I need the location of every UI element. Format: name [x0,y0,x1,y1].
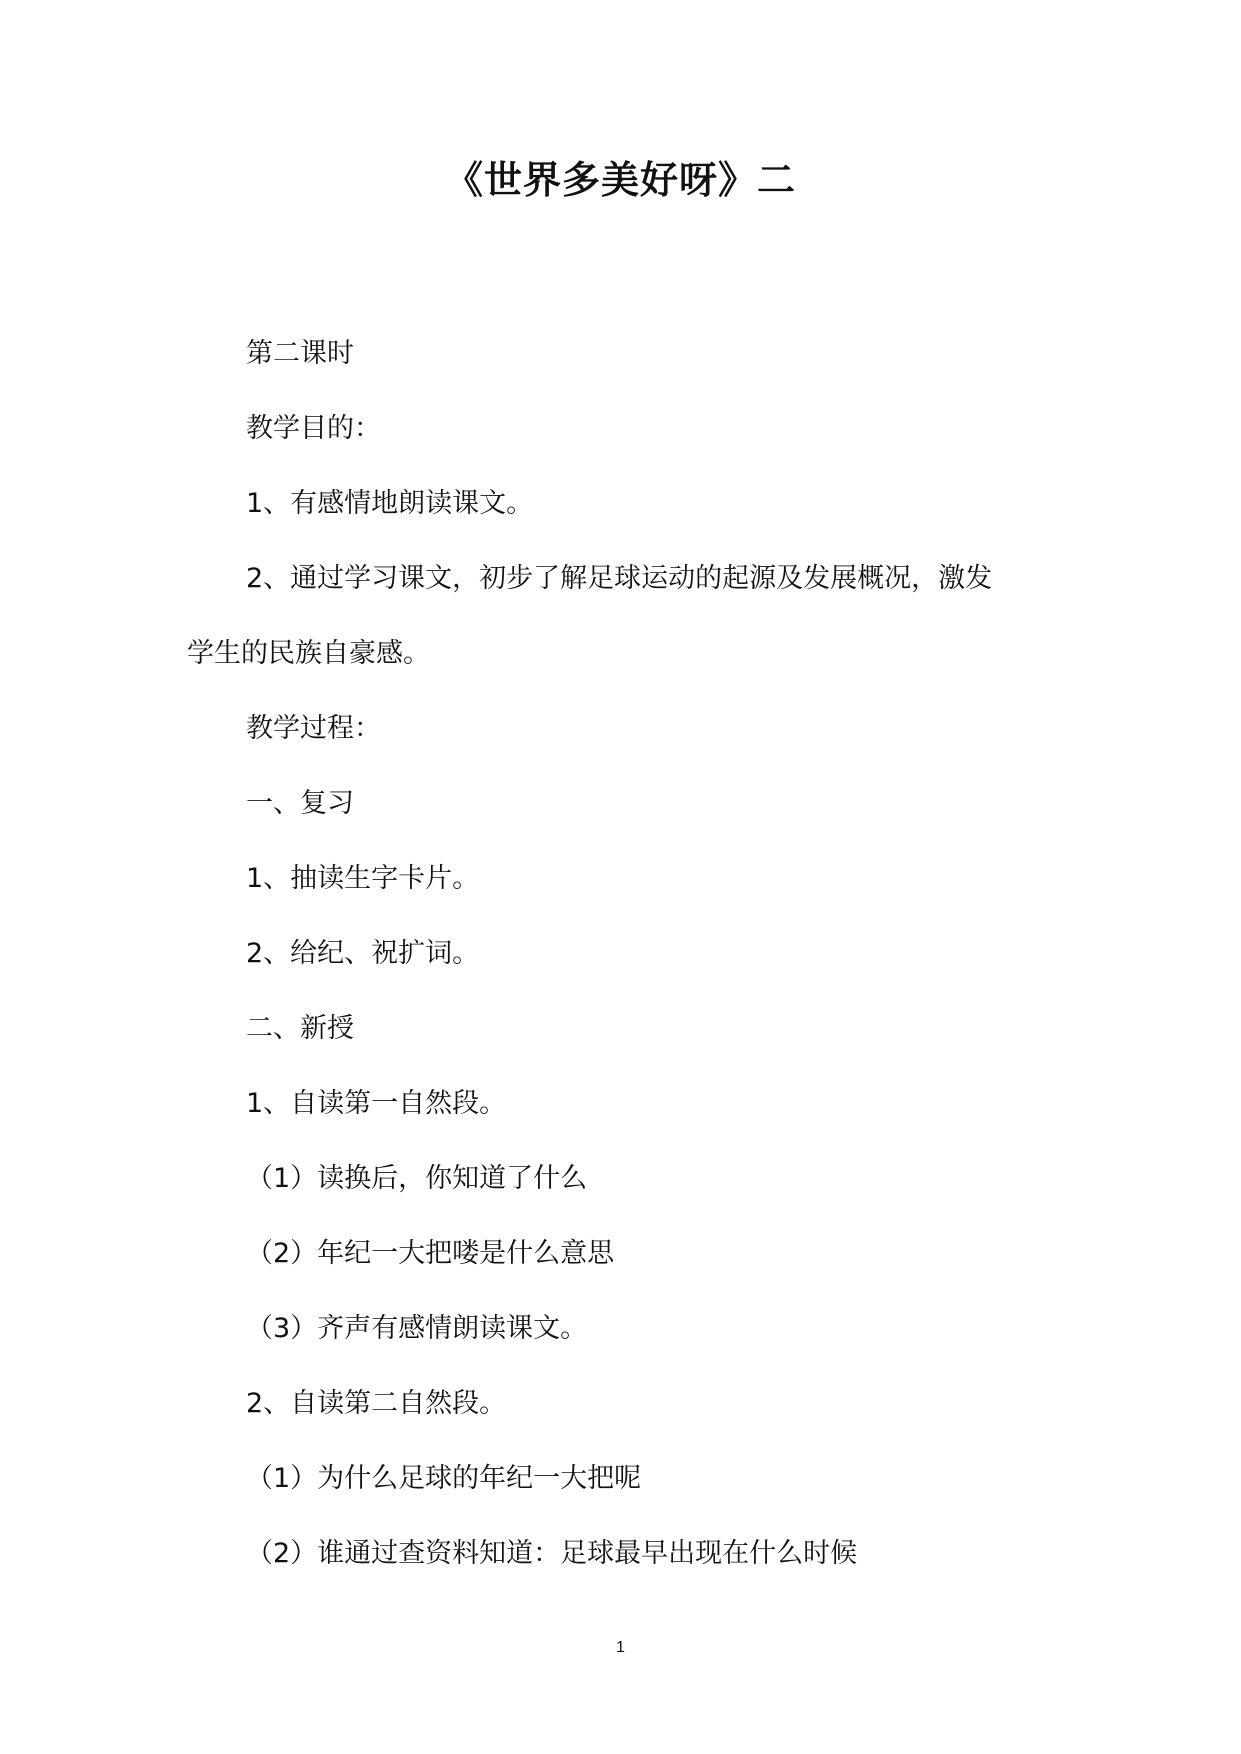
paragraph-line: （2）谁通过查资料知道：足球最早出现在什么时候 [246,1538,858,1569]
paragraph-line: （3）齐声有感情朗读课文。 [246,1313,588,1344]
paragraph-line: 教学目的： [246,413,381,444]
paragraph-line: 2、自读第二自然段。 [246,1388,507,1419]
paragraph-line: 1、有感情地朗读课文。 [246,488,534,519]
paragraph-line: 2、给纪、祝扩词。 [246,938,480,969]
paragraph-line: 2、通过学习课文，初步了解足球运动的起源及发展概况，激发 [246,563,993,594]
paragraph-line: 教学过程： [246,713,381,744]
page-number: 1 [616,1639,625,1656]
paragraph-line: 第二课时 [246,338,354,369]
document-title: 《世界多美好呀》二 [444,158,796,202]
paragraph-line: 1、自读第一自然段。 [246,1088,507,1119]
paragraph-line: （1）读换后，你知道了什么 [246,1163,588,1194]
section-heading: 二、新授 [246,1013,354,1044]
paragraph-line: 1、抽读生字卡片。 [246,863,480,894]
section-heading: 一、复习 [246,788,354,819]
paragraph-line: （1）为什么足球的年纪一大把呢 [246,1463,642,1494]
paragraph-line-continuation: 学生的民族自豪感。 [187,638,430,669]
paragraph-line: （2）年纪一大把喽是什么意思 [246,1238,615,1269]
